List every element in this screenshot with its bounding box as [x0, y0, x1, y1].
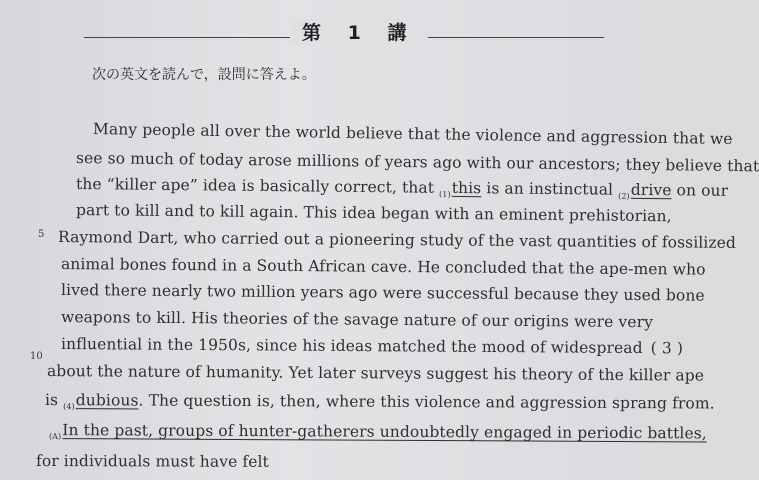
underlined-phrase: this	[451, 178, 482, 198]
passage-line	[76, 149, 759, 175]
blank-parenthesis: ( 3 )	[650, 339, 684, 358]
question-marker: (1)	[439, 189, 451, 199]
passage-line	[58, 228, 736, 252]
text-run: lived there nearly two million years ago were successful because they used bone	[60, 281, 705, 305]
text-run: the “killer ape” idea is basically correct, that	[75, 175, 440, 197]
text-run: part to kill and to kill again. This idea began with an eminent prehistorian,	[75, 201, 672, 226]
passage-line	[76, 175, 728, 202]
text-run: is	[44, 391, 64, 410]
text-run: for individuals must have felt	[35, 452, 269, 471]
text-run: . The question is, then, where this violence and aggression sprang from.	[138, 391, 715, 413]
text-run: is an instinctual	[481, 179, 619, 199]
passage-line	[45, 391, 715, 415]
passage-line	[93, 120, 733, 148]
passage-line	[76, 201, 672, 225]
underlined-phrase: drive	[630, 180, 672, 200]
lesson-title: 第 1 講	[290, 18, 428, 45]
question-marker: (A)	[48, 432, 62, 442]
text-run: Raymond Dart, who carried out a pioneering study of the vast quantities of fossilized	[57, 228, 737, 252]
passage-line	[36, 452, 269, 471]
passage-line	[61, 335, 683, 357]
line-number-5: 5	[38, 229, 45, 240]
passage-line	[61, 308, 653, 331]
text-run: influential in the 1950s, since his ideas matched the mood of widespread	[60, 335, 643, 358]
underlined-phrase: In the past, groups of hunter-gatherers undoubtedly engaged in periodic battles,	[62, 421, 707, 443]
instruction-text: 次の英文を読んで，設問に答えよ。	[92, 67, 316, 83]
text-run: weapons to kill. His theories of the savage nature of our origins were very	[60, 308, 654, 332]
text-run: about the nature of humanity. Yet later surveys suggest his theory of the killer ape	[46, 362, 705, 385]
passage-line	[61, 255, 706, 279]
line-number-10: 10	[30, 351, 43, 362]
underlined-phrase: dubious	[75, 391, 139, 410]
text-run: Many people all over the world believe that the violence and aggression that we	[92, 120, 733, 149]
text-run: animal bones found in a South African cave. He concluded that the ape-men who	[60, 255, 706, 279]
passage-line	[61, 281, 705, 305]
text-run: on our	[671, 181, 729, 200]
passage-line	[47, 362, 704, 385]
question-marker: (2)	[618, 191, 630, 201]
text-run: see so much of today arose millions of years ago with our ancestors; they believe that	[75, 149, 759, 176]
question-marker: (4)	[63, 402, 75, 412]
passage-line	[49, 421, 707, 444]
